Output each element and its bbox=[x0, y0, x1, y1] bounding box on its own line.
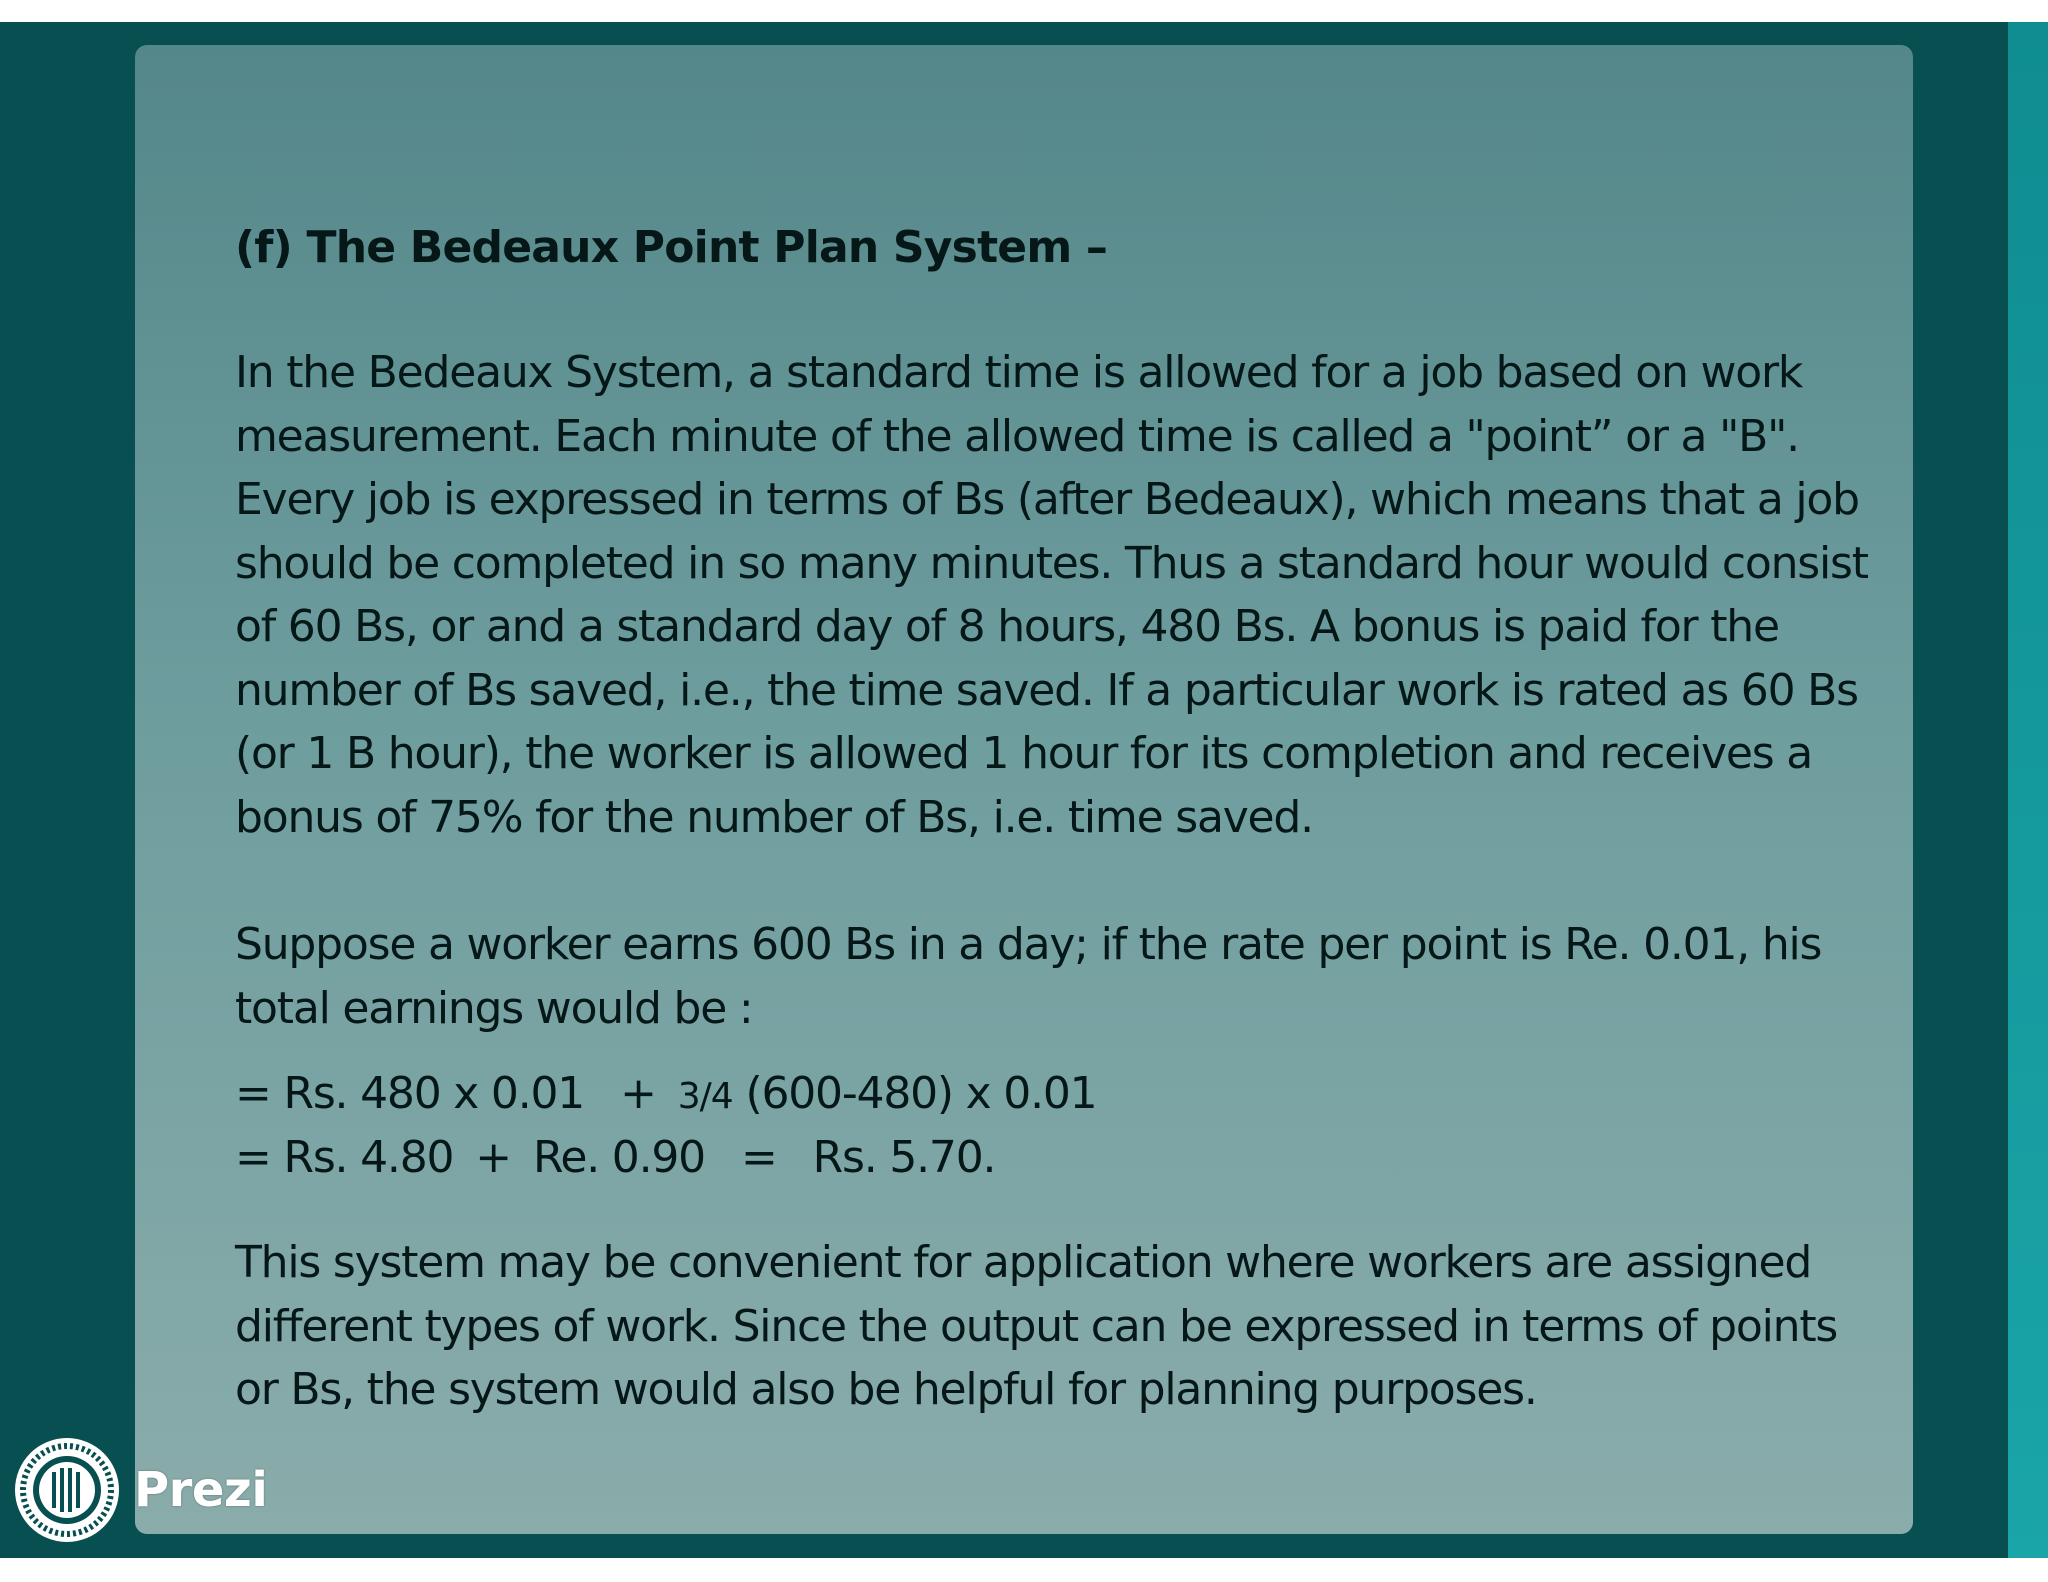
formula-lhs: = Rs. 480 x 0.01 bbox=[235, 1068, 585, 1119]
slide-card bbox=[135, 45, 1913, 1534]
prezi-logo-icon bbox=[12, 1435, 122, 1545]
formula-line-2 bbox=[235, 1126, 1875, 1190]
formula-fraction: 3/4 bbox=[677, 1076, 733, 1117]
formula-plus: + bbox=[475, 1132, 511, 1183]
paragraph-definition: In the Bedeaux System, a standard time is allowed for a job based on work measurement. Each minute of the allowed time is called a "point” or a "B". Every job is expressed in terms of Bs (after Bedeaux), which means that a job should be completed in so many minutes. Thus a standard hour would consist of 60 Bs, or and a standard day of 8 hours, 480 Bs. A bonus is paid for the number of Bs saved, i.e., the time saved. If a particular work is rated as 60 Bs (or 1 B hour), the worker is allowed 1 hour for its completion and receives a bonus of 75% for the number of Bs, i.e. time saved. bbox=[235, 347, 1868, 843]
formula-plus: + bbox=[620, 1068, 656, 1119]
prezi-label: Prezi bbox=[134, 1462, 268, 1518]
formula-part-b: Re. 0.90 bbox=[532, 1132, 705, 1183]
formula-result: Rs. 5.70. bbox=[812, 1132, 996, 1183]
slide-viewport bbox=[0, 22, 2048, 1558]
formula-part-a: = Rs. 4.80 bbox=[235, 1132, 454, 1183]
prezi-brand[interactable] bbox=[12, 1435, 267, 1545]
paragraph-conclusion: This system may be convenient for application where workers are assigned different types of work. Since the output can be expressed in terms of points or Bs, the system would also be helpful for planning purposes. bbox=[235, 1237, 1838, 1415]
formula-equals: = bbox=[740, 1132, 777, 1183]
accent-strip bbox=[2008, 22, 2048, 1558]
slide-title: (f) The Bedeaux Point Plan System – bbox=[235, 222, 1108, 273]
paragraph-example: Suppose a worker earns 600 Bs in a day; if the rate per point is Re. 0.01, his total earnings would be : bbox=[235, 919, 1822, 1034]
formula-rhs: (600-480) x 0.01 bbox=[745, 1068, 1097, 1119]
formula-line-1 bbox=[235, 1062, 1875, 1129]
